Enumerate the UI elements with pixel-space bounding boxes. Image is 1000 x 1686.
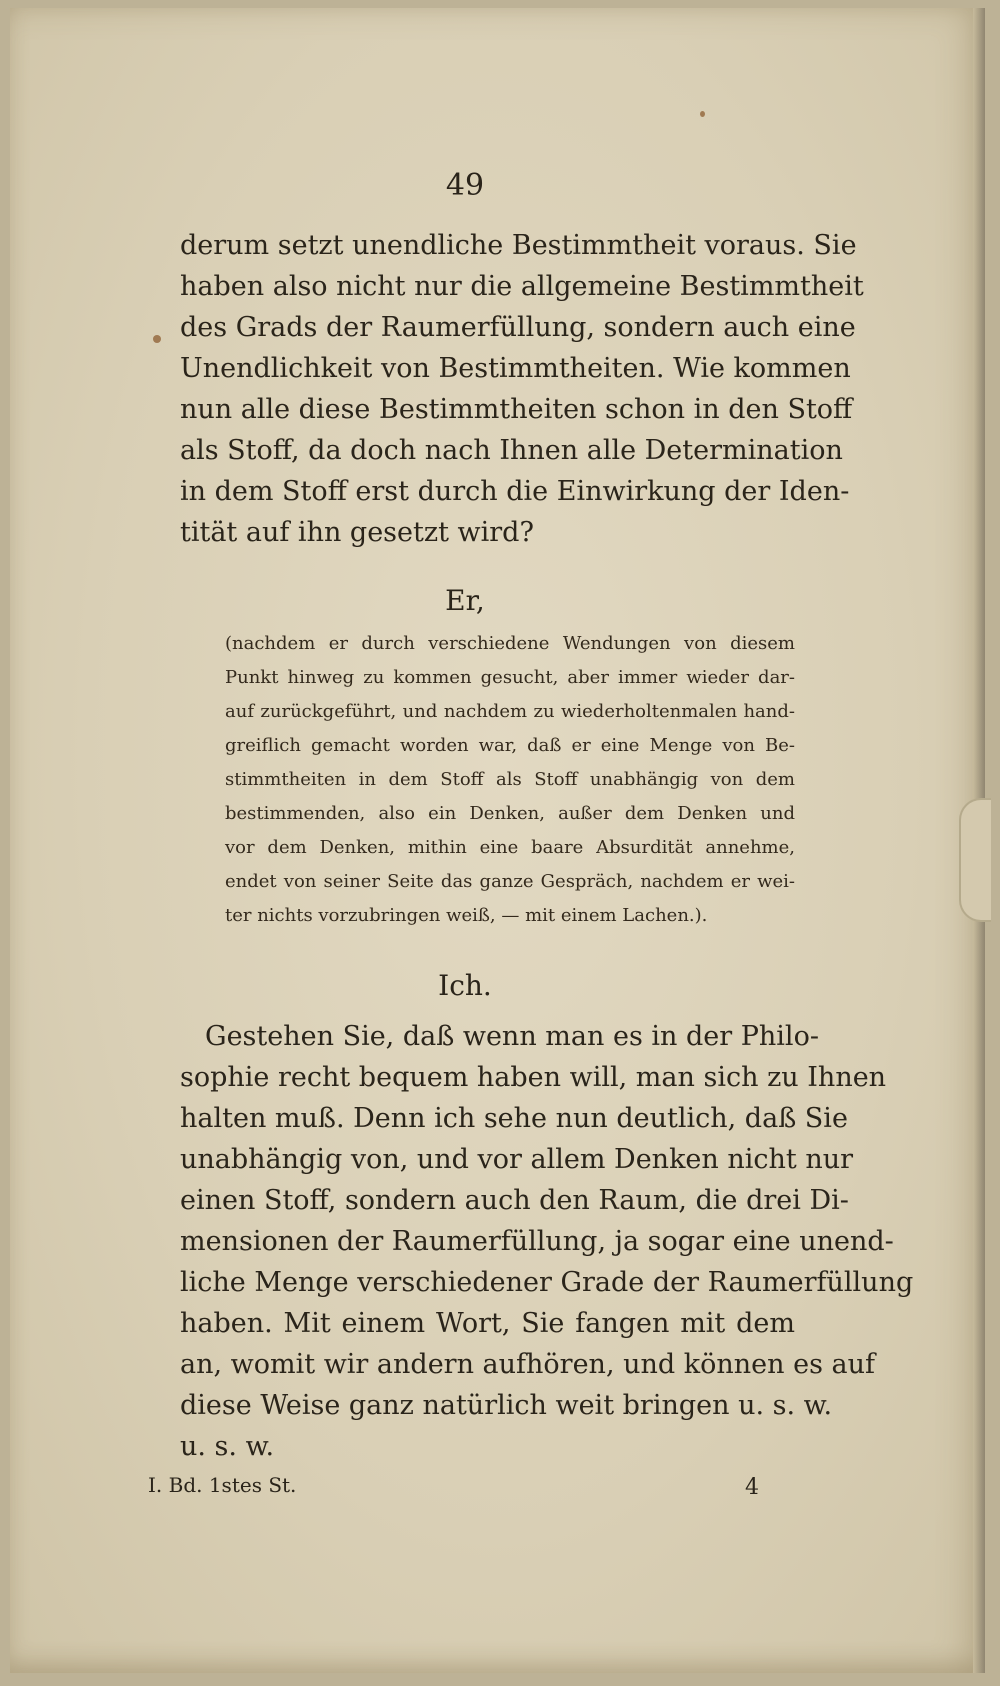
- text-line: Gestehen Sie, daß wenn man es in der Philo-: [205, 1021, 819, 1052]
- stage-direction-line: ter nichts vorzubringen weiß, — mit einem Lachen.).: [225, 905, 708, 926]
- text-line: Unendlichkeit von Bestimmtheiten. Wie kommen: [180, 353, 851, 384]
- stage-direction-line: endet von seiner Seite das ganze Gespräch, nachdem er wei-: [225, 871, 795, 892]
- stage-direction-line: vor dem Denken, mithin eine baare Absurdität annehme,: [225, 837, 795, 858]
- text-line: liche Menge verschiedener Grade der Raumerfüllung: [180, 1267, 914, 1298]
- speaker-label: Er,: [445, 584, 485, 617]
- stage-direction-line: Punkt hinweg zu kommen gesucht, aber immer wieder dar-: [225, 667, 795, 688]
- text-line: des Grads der Raumerfüllung, sondern auch eine: [180, 312, 856, 343]
- stage-direction-line: auf zurückgeführt, und nachdem zu wiederholtenmalen hand-: [225, 701, 795, 722]
- text-line: derum setzt unendliche Bestimmtheit voraus. Sie: [180, 230, 857, 261]
- text-line: halten muß. Denn ich sehe nun deutlich, daß Sie: [180, 1103, 848, 1134]
- stage-direction-line: stimmtheiten in dem Stoff als Stoff unabhängig von dem: [225, 769, 795, 790]
- text-line: mensionen der Raumerfüllung, ja sogar eine unend-: [180, 1226, 894, 1257]
- text-line: sophie recht bequem haben will, man sich zu Ihnen: [180, 1062, 887, 1093]
- text-line: als Stoff, da doch nach Ihnen alle Determination: [180, 435, 843, 466]
- text-line: haben. Mit einem Wort, Sie fangen mit dem: [180, 1308, 795, 1339]
- text-line: diese Weise ganz natürlich weit bringen u. s. w.: [180, 1390, 833, 1421]
- text-line: einen Stoff, sondern auch den Raum, die drei Di-: [180, 1185, 849, 1216]
- quire-number: 4: [745, 1475, 759, 1500]
- text-line: an, womit wir andern aufhören, und können es auf: [180, 1349, 875, 1380]
- stage-direction-line: (nachdem er durch verschiedene Wendungen von diesem: [225, 633, 795, 654]
- ink-speck: [700, 111, 705, 117]
- signature-mark: I. Bd. 1stes St.: [148, 1473, 297, 1497]
- speaker-label: Ich.: [438, 969, 492, 1002]
- page-number: 49: [445, 168, 485, 203]
- text-line: in dem Stoff erst durch die Einwirkung der Iden-: [180, 476, 850, 507]
- text-line: unabhängig von, und vor allem Denken nicht nur: [180, 1144, 854, 1175]
- text-line: tität auf ihn gesetzt wird?: [180, 517, 534, 548]
- text-line: u. s. w.: [180, 1431, 275, 1462]
- text-line: haben also nicht nur die allgemeine Bestimmtheit: [180, 271, 864, 302]
- stage-direction-line: greiflich gemacht worden war, daß er eine Menge von Be-: [225, 735, 795, 756]
- text-line: nun alle diese Bestimmtheiten schon in den Stoff: [180, 394, 853, 425]
- page-tab: [959, 798, 991, 922]
- stage-direction-line: bestimmenden, also ein Denken, außer dem Denken und: [225, 803, 795, 824]
- ink-speck: [153, 335, 161, 343]
